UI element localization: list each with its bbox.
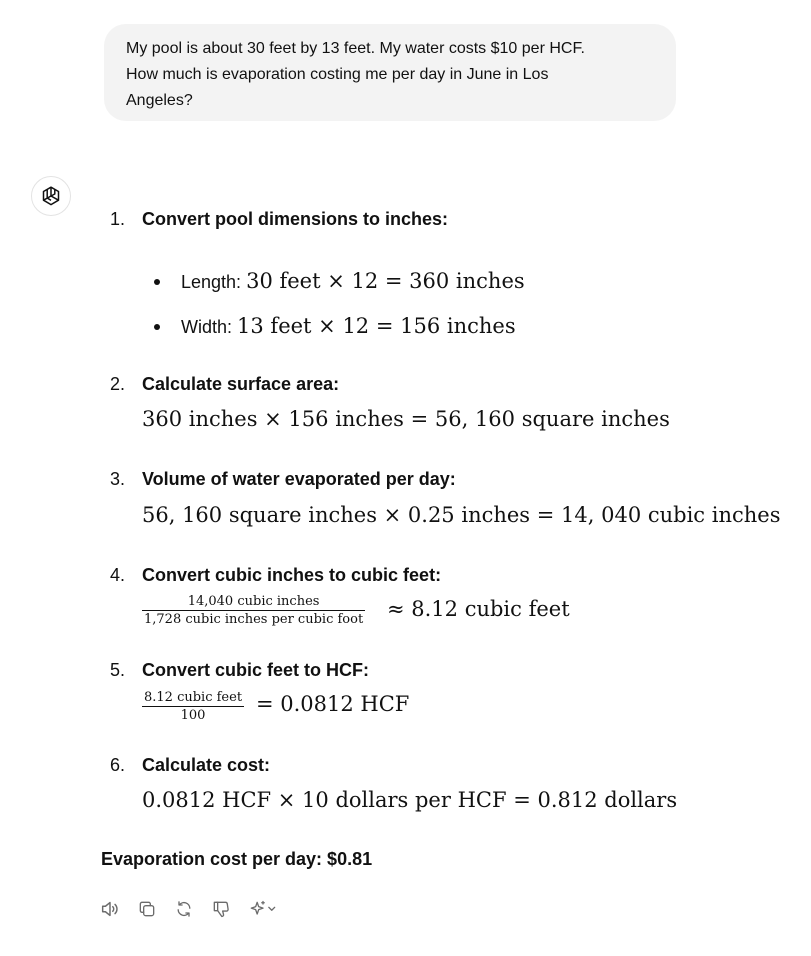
step-number: 2. <box>110 374 126 394</box>
math-result: = 0.0812 HCF <box>256 692 410 716</box>
regenerate-button[interactable] <box>172 897 196 921</box>
math-expression: 30 feet × 12 = 360 inches <box>246 269 525 293</box>
step-number: 1. <box>110 209 126 229</box>
step-number: 4. <box>110 565 126 585</box>
copy-icon <box>137 899 157 919</box>
fraction-denominator: 1,728 cubic inches per cubic foot <box>144 612 364 627</box>
math-expression: 0.0812 HCF × 10 dollars per HCF = 0.812 dollars <box>142 788 678 812</box>
user-message-bubble <box>104 24 676 121</box>
thumbs-down-button[interactable] <box>209 897 233 921</box>
math-expression: 360 inches × 156 inches = 56, 160 square inches <box>142 407 670 431</box>
model-switch-button[interactable] <box>246 897 280 921</box>
fraction-numerator: 8.12 cubic feet <box>144 690 243 705</box>
assistant-avatar <box>31 176 71 216</box>
step-number: 6. <box>110 755 126 775</box>
bullet-dot <box>154 324 160 330</box>
step-title: Calculate surface area: <box>142 374 340 394</box>
user-message-line: How much is evaporation costing me per day in June in Los <box>126 66 549 83</box>
bullet-label: Width: <box>181 317 233 337</box>
step-title: Volume of water evaporated per day: <box>142 469 456 489</box>
model-sparkle-icon <box>246 899 280 919</box>
step-title: Calculate cost: <box>142 755 271 775</box>
message-actions-toolbar <box>98 897 293 921</box>
step-title: Convert cubic inches to cubic feet: <box>142 565 442 585</box>
math-expression: 13 feet × 12 = 156 inches <box>237 314 516 338</box>
step-title: Convert cubic feet to HCF: <box>142 660 370 680</box>
bullet-item-length <box>181 269 525 293</box>
bullet-label: Length: <box>181 272 242 292</box>
thumbs-down-icon <box>211 899 231 919</box>
step-number: 3. <box>110 469 126 489</box>
read-aloud-button[interactable] <box>98 897 122 921</box>
regenerate-icon <box>174 899 194 919</box>
copy-button[interactable] <box>135 897 159 921</box>
bullet-item-width <box>181 314 516 338</box>
step-title: Convert pool dimensions to inches: <box>142 209 449 229</box>
math-expression: 56, 160 square inches × 0.25 inches = 14, 040 cubic inches <box>142 503 781 527</box>
step-number: 5. <box>110 660 126 680</box>
user-message-line: My pool is about 30 feet by 13 feet. My water costs $10 per HCF. <box>126 40 585 57</box>
summary-text: Evaporation cost per day: $0.81 <box>101 849 373 869</box>
openai-logo-icon <box>39 184 63 208</box>
user-message-line: Angeles? <box>126 92 193 109</box>
bullet-dot <box>154 279 160 285</box>
fraction-denominator: 100 <box>180 708 206 723</box>
fraction <box>142 690 244 723</box>
math-result: ≈ 8.12 cubic feet <box>387 597 570 621</box>
read-aloud-icon <box>99 898 121 920</box>
fraction <box>142 594 365 627</box>
fraction-numerator: 14,040 cubic inches <box>187 594 320 609</box>
